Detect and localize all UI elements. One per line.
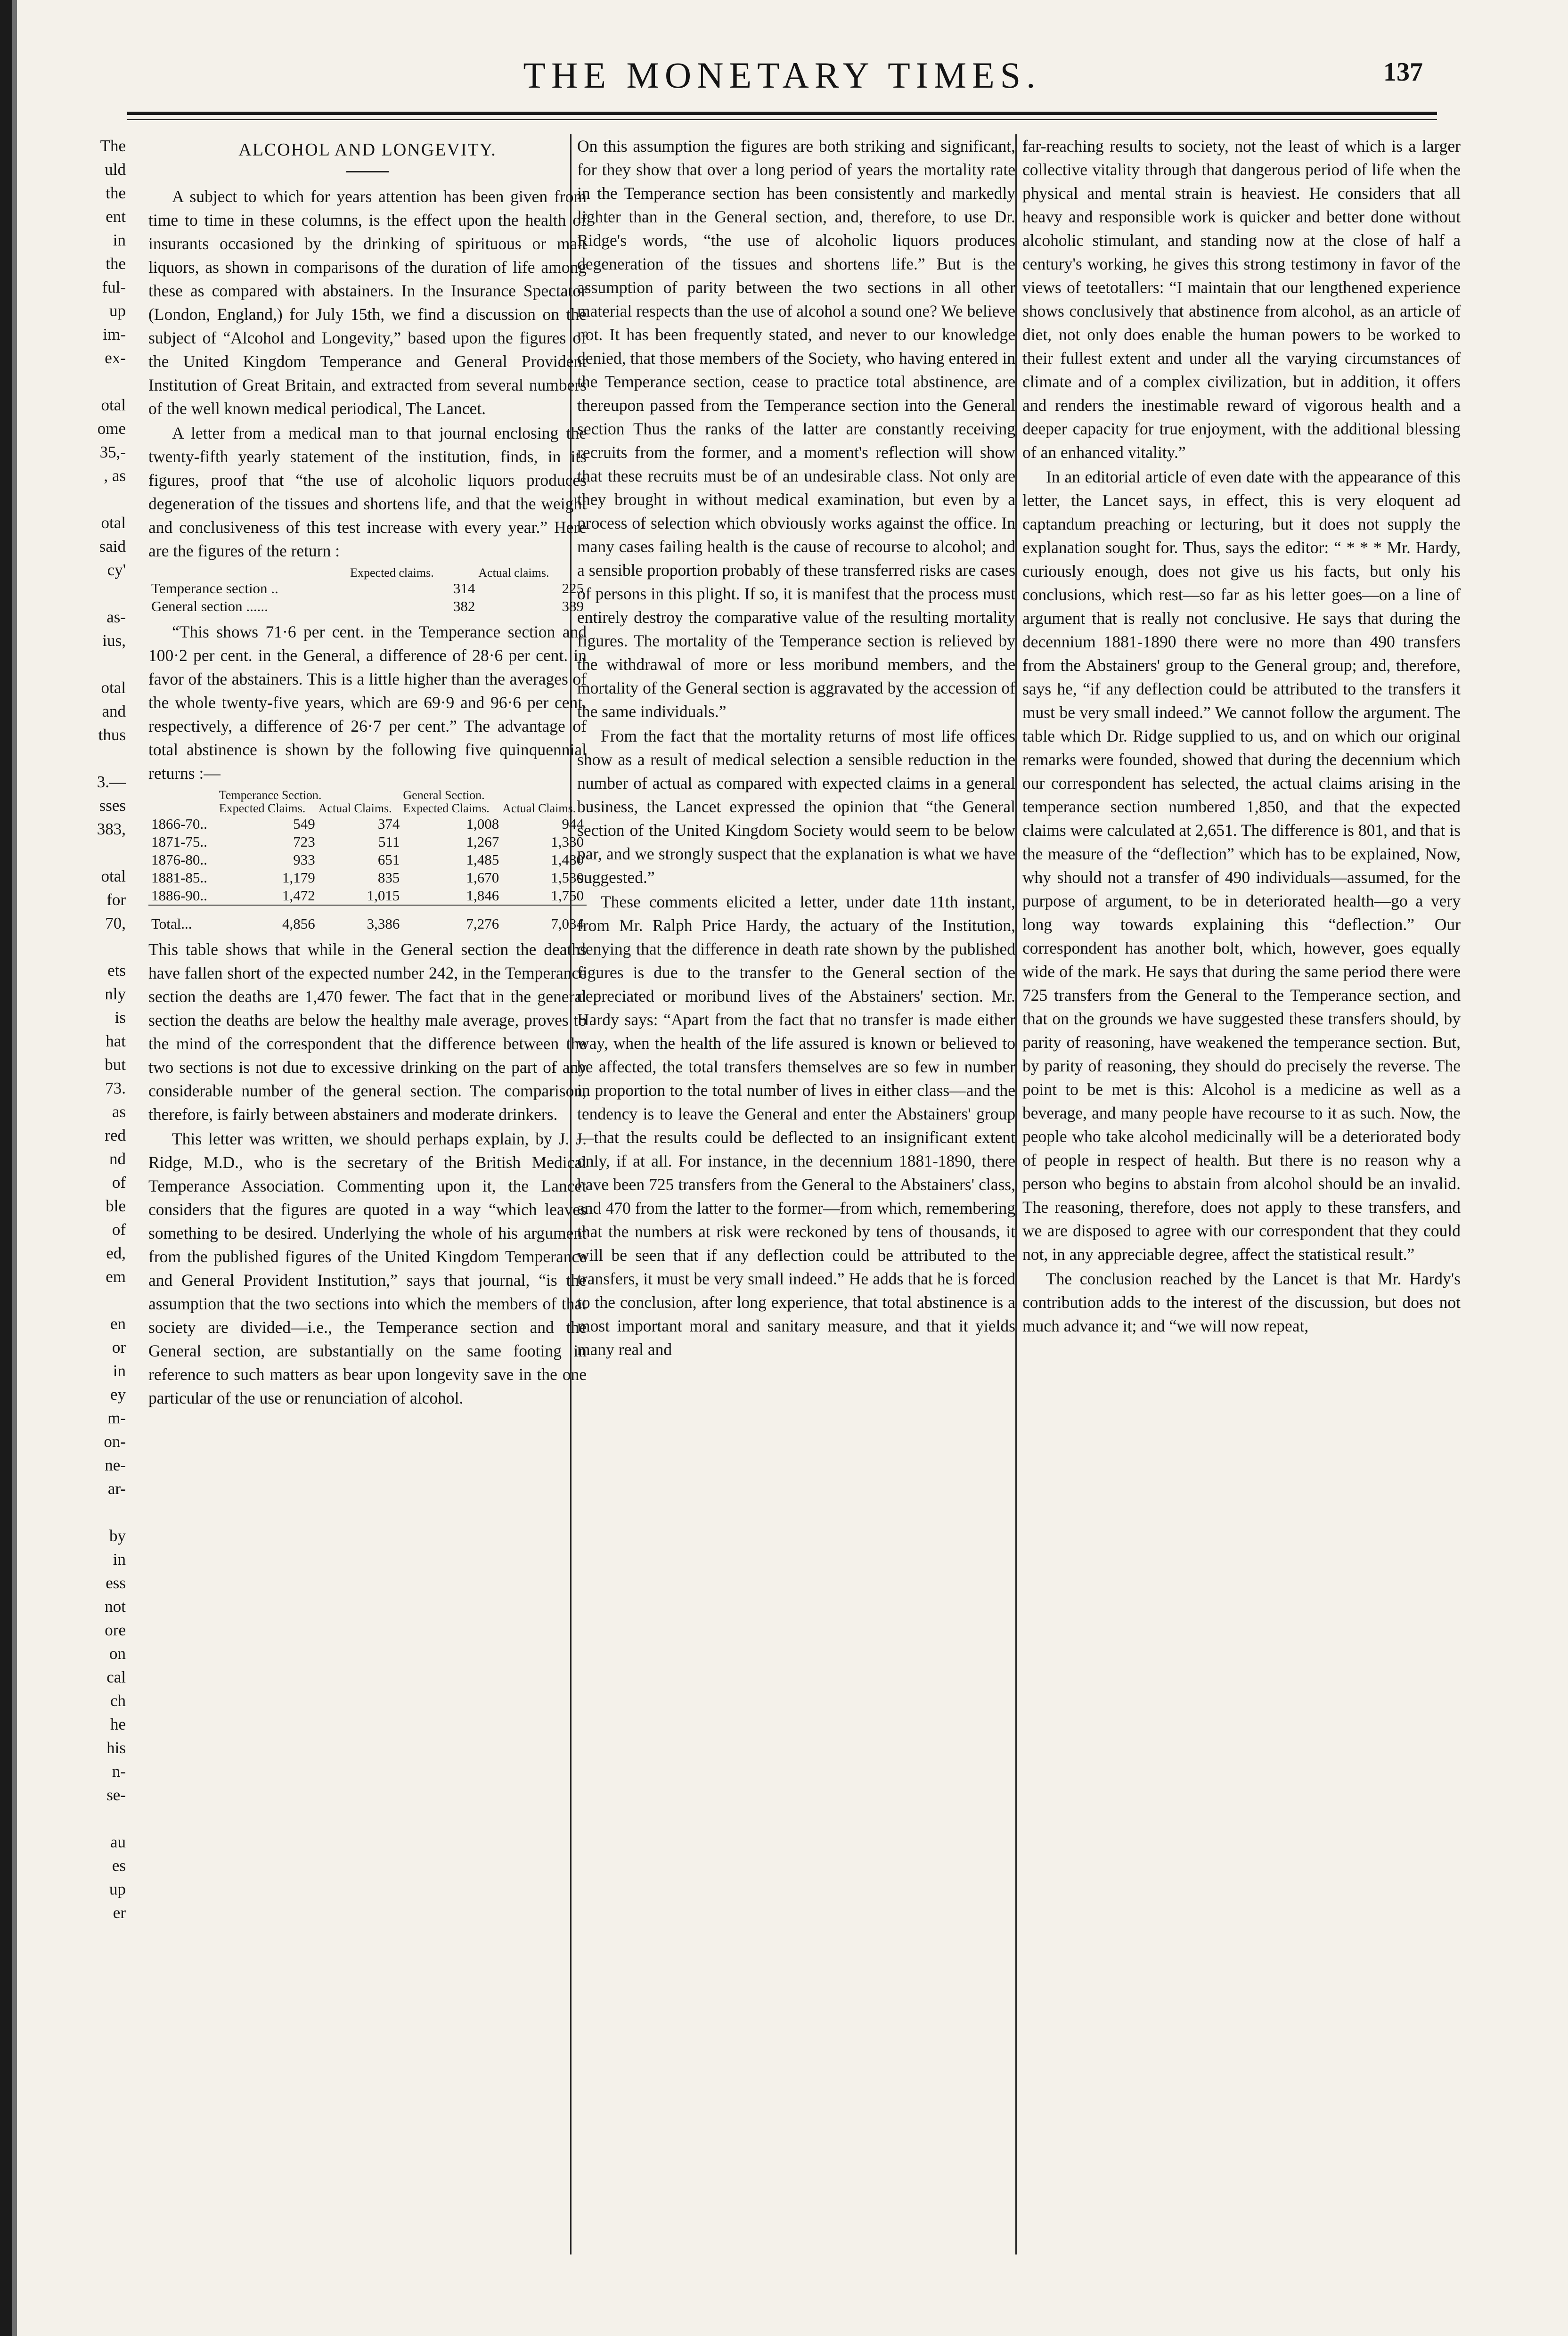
column-header: Expected Claims.: [403, 801, 490, 815]
table-row: General section ...... 382 389: [151, 598, 584, 614]
group-header: General Section.: [403, 788, 485, 802]
column-header: Actual claims.: [478, 566, 549, 580]
table-row: Temperance section .. 314 225: [151, 580, 584, 596]
header-rule-thick: [127, 112, 1437, 115]
table-row: 1866-70.. 549 374 1,008 944: [151, 816, 584, 832]
paragraph: These comments elicited a letter, under date 11th instant, from Mr. Ralph Price Hardy, the actuary of the Institution, denying that the difference in death rate shown by the published figures is due to the transfer to the General section of the depreciated or moribund lives of the Abstainers' section. Mr. Hardy says: “Apart from the fact that no transfer is made either way, when the health of the life assured is known or believed to be affected, the total transfers themselves are so few in number in proportion to the total number of lives in either class—and the tendency is to leave the General and enter the Abstainers' group—that the results could be deflected to an insignificant extent only, if at all. For instance, in the decennium 1881-1890, there have been 725 transfers from the General to the Abstainers' class, and 470 from the latter to the former—from which, remembering that the numbers at risk were reckoned by tens of thousands, it will be seen that if any deflection could be attributed to the transfers, it must be very small indeed.” He adds that he is forced to the conclusion, after long experience, that total abstinence is a most important moral and sanitary measure, and that it yields many real and: [577, 892, 1015, 1359]
returns-table: [148, 566, 587, 615]
scan-edge-shadow: [12, 0, 17, 2336]
paragraph: In an editorial article of even date with the appearance of this letter, the Lancet says, in effect, this is very eloquent ad captandum preaching or lecturing, but it does not supply the explanation sought for. Thus, says the editor: “ * * * Mr. Hardy, curiously enough, does not give us his facts, but only his conclusions, which rest—so far as his letter goes—on a line of argument that is really not conclusive. He says that during the decennium 1881-1890 there were no more than 490 transfers from the Abstainers' group to the General group; and, therefore, says he, “if any deflection could be attributed to the transfers it must be very small indeed.” We cannot follow the argument. The table which Dr. Ridge supplied to us, and on which our original remarks were founded, showed that during the decennium which our correspondent has selected, the actual claims arising in the temperance section numbered 1,850, and that the expected claims were calculated at 2,651. The difference is 801, and that is the measure of the “deflection” which has to be explained, Now, why should not a transfer of 490 individuals—assumed, for the purpose of argument, to be in deteriorated health—go a very long way towards explaining this “deflection.” Our correspondent has another bolt, which, however, goes equally wide of the mark. He says that during the same period there were 725 transfers from the General to the Temperance section, and that on the grounds we have suggested these transfers should, by parity of reasoning, have weakened the temperance section. But, by parity of reasoning, they should do precisely the reverse. The point to be met is this: Alcohol is a medicine as well as a beverage, and many people have recourse to it as such. Now, the people who take alcohol medicinally will be a deteriorated body of people in respect of health. But there is no reason why a person who begins to abstain from alcohol should be an invalid. The reasoning, therefore, does not apply to these transfers, and we are disposed to agree with our correspondent that they could not, in any appreciable degree, affect the statistical result.”: [1022, 467, 1461, 1264]
table-row: 1886-90.. 1,472 1,015 1,846 1,750: [151, 887, 584, 904]
table-row: 1881-85.. 1,179 835 1,670 1,530: [151, 869, 584, 886]
column-rule: [1015, 134, 1017, 2254]
scan-edge: [0, 0, 12, 2336]
column-1: [148, 134, 587, 2283]
left-page-fragments: [24, 134, 126, 2283]
page-header: [122, 54, 1442, 106]
column-header: Actual Claims.: [502, 801, 576, 815]
total-row: Total... 4,856 3,386 7,276 7,034: [148, 905, 587, 933]
paragraph: far-reaching results to society, not the least of which is a larger collective vitality through that dangerous period of life when the physical and mental strain is heaviest. He considers that all heavy and responsible work is quicker and better done without alcoholic stimulant, and standing now at the close of half a century's working, he gives this strong testimony in favor of the views of teetotallers: “I maintain that our lengthened experience shows conclusively that abstinence from alcohol, as an article of diet, not only does enable the human powers to be worked to their fullest extent and under all the varying circumstances of climate and of a complex civilization, but in addition, it offers and renders the inestimable reward of vigorous health and a deeper capacity for true enjoyment, with the additional blessing of an enhanced vitality.”: [1022, 137, 1461, 462]
column-2: [577, 134, 1015, 2283]
table-row: 1876-80.. 933 651 1,485 1,480: [151, 851, 584, 868]
column-3: [1022, 134, 1461, 2283]
paragraph: From the fact that the mortality returns of most life offices show as a result of medical selection a sensible reduction in the number of actual as compared with expected claims in a general business, the Lancet expressed the opinion that “the General section of the United Kingdom Society would seem to be below par, and we strongly suspect that the explanation is what we have suggested.”: [577, 727, 1015, 887]
paragraph: A letter from a medical man to that journal enclosing the twenty-fifth yearly statement of the institution, finds, in its figures, proof that “the use of alcoholic liquors produces degeneration of the tissues and shortens life, and that the weight and conclusiveness of this test increase with every year.” Here are the figures of the return :: [148, 424, 587, 560]
page-number: 137: [1383, 57, 1423, 87]
paragraph: This table shows that while in the General section the deaths have fallen short of the expected number 242, in the Temperance section the deaths are 1,470 fewer. The fact that in the general section the deaths are below the healthy male average, proves to the mind of the correspondent that the difference between the two sections is not due to excessive drinking on the part of any considerable number of the general section. The comparison, therefore, is fairly between abstainers and moderate drinkers.: [148, 940, 587, 1124]
paragraph: A subject to which for years attention has been given from time to time in these columns, is the effect upon the health of insurants occasioned by the drinking of spirituous or malt liquors, as shown in comparisons of the duration of life among these as compared with abstainers. In the Insurance Spectator (London, England,) for July 15th, we find a discussion on the subject of “Alcohol and Longevity,” based upon the figures of the United Kingdom Temperance and General Provident Institution of Great Britain, and extracted from several numbers of the well known medical periodical, The Lancet.: [148, 187, 587, 418]
header-rule-thin: [127, 119, 1437, 120]
fragment-text: The uld the ent in the ful- up im- ex- otal ome 35,- , as otal said cy' as- ius, otal and thus 3.— sses 383, otal for 70, ets nly is hat but 73. as red nd of ble of ed, em en or in ey m- on- ne- ar- by in ess not ore on cal ch he his n- se- au es up er: [97, 137, 126, 1922]
paragraph: On this assumption the figures are both striking and significant, for they show that over a long period of years the mortality rate in the Temperance section has been consistently and markedly lighter than in the General section, and, therefore, to use Dr. Ridge's words, “the use of alcoholic liquors produces degeneration of the tissues and shortens life.” But is the assumption of parity between the two sections in all other material respects than the use of alcohol a sound one? We believe not. It has been frequently stated, and never to our knowledge denied, that those members of the Society, who having entered in the Temperance section, cease to practice total abstinence, are thereupon passed from the Temperance section into the General section Thus the ranks of the latter are constantly receiving recruits from the former, and a moment's reflection will show that these recruits must be of an undesirable class. Not only are they brought in without medical examination, but even by a process of selection which obviously works against the office. In many cases failing health is the cause of recourse to alcohol; and a sensible proportion probably of these transferred risks are cases of persons in this plight. If so, it is manifest that the process must entirely destroy the comparative value of the resulting mortality figures. The mortality of the Temperance section is relieved by the withdrawal of more or less moribund members, and the mortality of the General section is aggravated by the accession of the same individuals.”: [577, 137, 1015, 721]
column-header: Expected Claims.: [219, 801, 306, 815]
masthead: THE MONETARY TIMES.: [523, 55, 1041, 96]
paragraph: “This shows 71·6 per cent. in the Temperance section and 100·2 per cent. in the General, a difference of 28·6 per cent. in favor of the abstainers. This is a little higher than the averages of the whole twenty-five years, which are 69·9 and 96·6 per cent. respectively, a difference of 26·7 per cent.” The advantage of total abstinence is shown by the following five quinquennial returns :—: [148, 622, 587, 783]
column-header: Expected claims.: [350, 566, 434, 580]
group-header: Temperance Section.: [219, 788, 322, 802]
article-title: ALCOHOL AND LONGEVITY.: [238, 140, 497, 160]
quinquennial-table: [148, 789, 587, 933]
table-row: 1871-75.. 723 511 1,267 1,330: [151, 833, 584, 850]
title-rule: [346, 171, 389, 172]
column-header: Actual Claims.: [318, 801, 392, 815]
paragraph: The conclusion reached by the Lancet is that Mr. Hardy's contribution adds to the interest of the discussion, but does not much advance it; and “we will now repeat,: [1022, 1269, 1461, 1335]
paragraph: This letter was written, we should perhaps explain, by J. J. Ridge, M.D., who is the secretary of the British Medical Temperance Association. Commenting upon it, the Lancet considers that the figures are quoted in a way “which leaves something to be desired. Underlying the whole of his argument from the published figures of the United Kingdom Temperance and General Provident Institution,” says that journal, “is the assumption that the two sections into which the members of that society are divided—i.e., the Temperance section and the General section, are substantially on the same footing in reference to such matters as bear upon longevity save in the one particular of the use or renunciation of alcohol.: [148, 1129, 587, 1407]
